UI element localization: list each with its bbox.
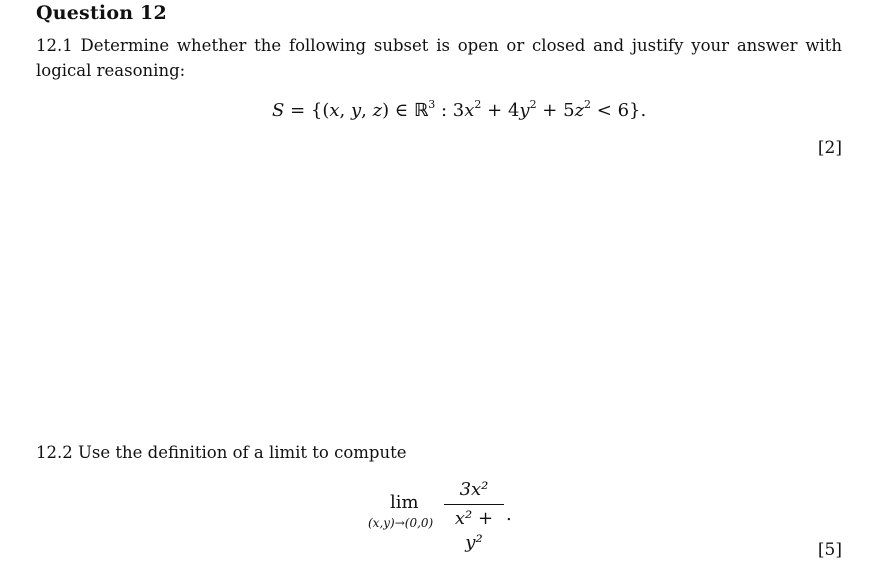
limit-fraction xyxy=(444,478,504,555)
limit-period: . xyxy=(506,504,512,525)
limit-expression xyxy=(368,478,528,553)
question-title: Question 12 xyxy=(36,2,167,24)
limit-word: lim xyxy=(390,492,419,513)
question-12-1-text: 12.1 Determine whether the following subset is open or closed and justify your answer with logical reasoning: xyxy=(36,36,842,80)
set-equation: S = {(x, y, z) ∈ ℝ$^3$ : $3x^2 + 4y^2 + 5z^2 < 6$}. xyxy=(272,98,647,121)
fraction-denominator: x² + y² xyxy=(454,508,494,553)
fraction-numerator: 3x² xyxy=(459,479,489,500)
question-12-2-text: 12.2 Use the definition of a limit to compute xyxy=(36,443,407,462)
marks-12-1: [2] xyxy=(817,138,842,158)
limit-subscript: (x,y)→(0,0) xyxy=(368,516,434,530)
fraction-bar xyxy=(444,504,504,505)
marks-12-2: [5] xyxy=(817,540,842,560)
